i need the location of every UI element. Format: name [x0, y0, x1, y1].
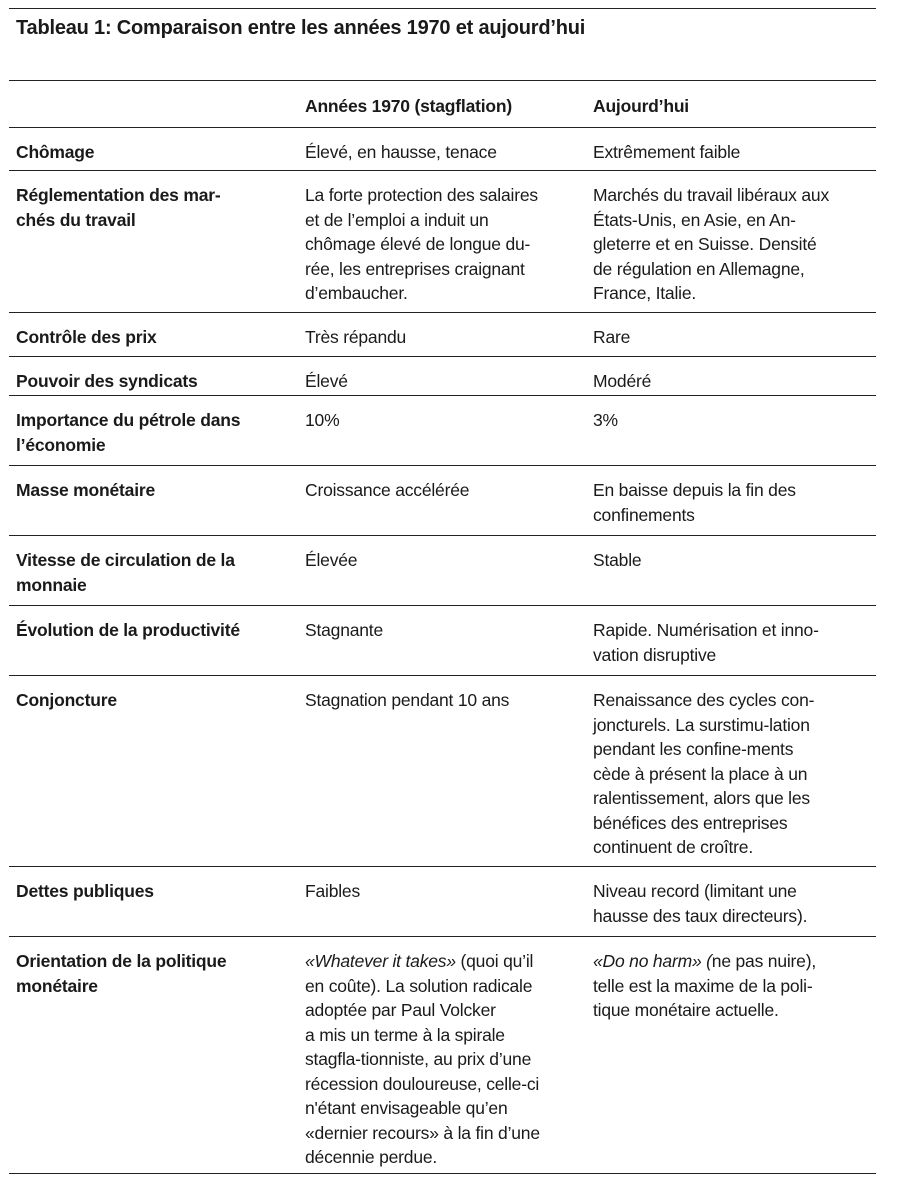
- row-value-1970s: 10%: [305, 410, 340, 430]
- table-row: [9, 465, 876, 535]
- row-value-1970s: Faibles: [305, 881, 361, 901]
- top-rule: [9, 8, 876, 9]
- row-value-1970s: Très répandu: [305, 327, 407, 347]
- row-value-today: Stable: [593, 550, 642, 570]
- row-value-today: «Do no harm» (ne pas nuire), telle est la maxime de la poli- tique monétaire actuelle.: [593, 951, 817, 1020]
- table-row: [9, 356, 876, 395]
- row-label: Évolution de la productivité: [16, 620, 240, 640]
- row-value-today: Extrêmement faible: [593, 142, 741, 162]
- row-value-today: Marchés du travail libéraux aux États-Unis, en Asie, en An- gleterre et en Suisse. Densité de régulation en Allemagne, France, Italie.: [593, 185, 829, 303]
- quote-whatever-it-takes: «Whatever it takes»: [305, 951, 456, 971]
- row-value-today: Rare: [593, 327, 631, 347]
- row-value-1970s: Élevé: [305, 371, 348, 391]
- row-value-1970s: Stagnante: [305, 620, 383, 640]
- row-value-1970s: «Whatever it takes» (quoi qu’il en coûte). La solution radicale adoptée par Paul Volcker a mis un terme à la spirale stagfla-tionniste, au prix d’une récession douloureuse, celle-ci n'étant envisageable qu’en «dernier recours» à la fin d’une décennie perdue.: [305, 951, 540, 1167]
- header-col-1970s: Années 1970 (stagflation): [305, 96, 512, 116]
- row-label: Réglementation des mar- chés du travail: [16, 185, 221, 230]
- table-row: [9, 605, 876, 675]
- table-row: [9, 312, 876, 356]
- row-value-today: Rapide. Numérisation et inno- vation disruptive: [593, 620, 819, 665]
- row-value-1970s: Élevé, en hausse, tenace: [305, 142, 497, 162]
- row-label: Conjoncture: [16, 690, 117, 710]
- row-label: Dettes publiques: [16, 881, 154, 901]
- row-label: Chômage: [16, 142, 95, 162]
- row-value-today: 3%: [593, 410, 618, 430]
- table-row: [9, 170, 876, 312]
- comparison-table: [9, 80, 876, 1174]
- row-label: Pouvoir des syndicats: [16, 371, 198, 391]
- row-label: Contrôle des prix: [16, 327, 157, 347]
- row-label: Vitesse de circulation de la monnaie: [16, 550, 235, 595]
- table-row: [9, 127, 876, 170]
- row-value-today: Modéré: [593, 371, 652, 391]
- table-title: Tableau 1: Comparaison entre les années 1970 et aujourd’hui: [16, 17, 586, 39]
- table-row: [9, 866, 876, 936]
- table-row: [9, 535, 876, 605]
- row-value-1970s: Élevée: [305, 550, 358, 570]
- table-row: [9, 395, 876, 465]
- row-value-today: En baisse depuis la fin des confinements: [593, 480, 796, 525]
- table-row: [9, 675, 876, 866]
- row-label: Orientation de la politique monétaire: [16, 951, 227, 996]
- table-row: [9, 936, 876, 1174]
- table-header-row: [9, 80, 876, 127]
- quote-do-no-harm: «Do no harm» (: [593, 951, 712, 971]
- row-label: Importance du pétrole dans l’économie: [16, 410, 241, 455]
- row-value-1970s: La forte protection des salaires et de l’emploi a induit un chômage élevé de longue du- rée, les entreprises craignant d’embaucher.: [305, 185, 538, 303]
- row-value-today: Renaissance des cycles con- joncturels. La surstimu-lation pendant les confine-ments cède à présent la place à un ralentissement, alors que les bénéfices des entreprises continuent de croître.: [593, 690, 815, 857]
- header-col-today: Aujourd’hui: [593, 96, 689, 116]
- row-value-1970s: Stagnation pendant 10 ans: [305, 690, 510, 710]
- row-label: Masse monétaire: [16, 480, 156, 500]
- row-value-1970s: Croissance accélérée: [305, 480, 470, 500]
- row-value-today: Niveau record (limitant une hausse des taux directeurs).: [593, 881, 808, 926]
